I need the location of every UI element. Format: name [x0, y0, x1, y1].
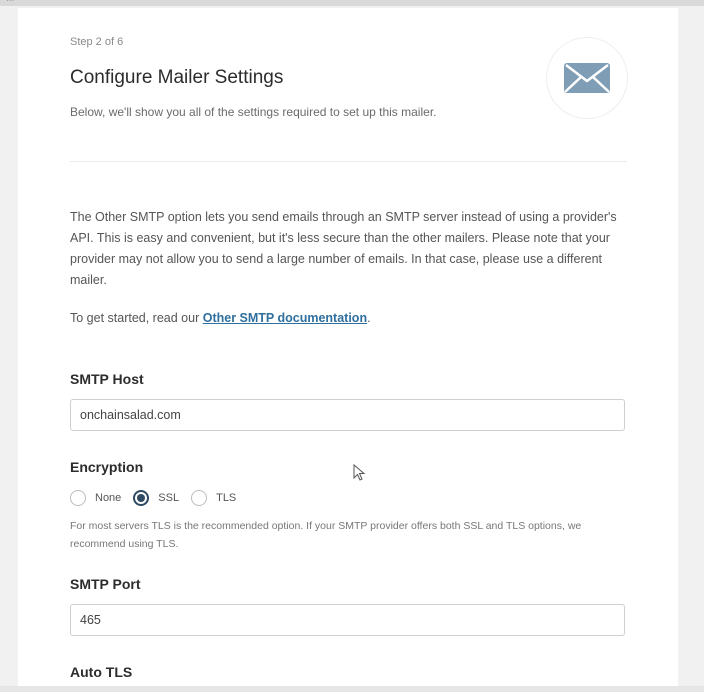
documentation-prefix: To get started, read our — [70, 311, 203, 325]
documentation-suffix: . — [367, 311, 371, 325]
other-smtp-documentation-link[interactable]: Other SMTP documentation — [202, 311, 368, 325]
encryption-option-tls[interactable] — [191, 490, 236, 506]
wizard-card — [18, 8, 678, 692]
smtp-host-label: SMTP Host — [70, 371, 144, 387]
smtp-host-input[interactable] — [70, 399, 625, 431]
radio-ssl-label[interactable]: SSL — [158, 492, 180, 504]
mailer-logo — [546, 37, 628, 119]
radio-none-circle[interactable] — [70, 490, 86, 506]
step-indicator: Step 2 of 6 — [70, 36, 124, 48]
documentation-line — [70, 311, 371, 325]
radio-none-label[interactable]: None — [95, 492, 122, 504]
encryption-help-text: For most servers TLS is the recommended option. If your SMTP provider offers both SSL and TLS options, we recommend using TLS. — [70, 520, 582, 550]
encryption-option-none[interactable] — [70, 490, 121, 506]
page-subtitle: Below, we'll show you all of the settings required to set up this mailer. — [70, 105, 437, 119]
page-title: Configure Mailer Settings — [70, 67, 284, 88]
radio-tls-label[interactable]: TLS — [216, 492, 237, 504]
encryption-radio-group — [70, 488, 248, 508]
header-divider — [70, 161, 627, 162]
mouse-pointer-icon — [353, 464, 367, 482]
encryption-option-ssl[interactable] — [133, 490, 179, 506]
mailer-description: The Other SMTP option lets you send emails through an SMTP server instead of using a provider's API. This is easy and convenient, but it's less secure than the other mailers. Please note that your provider may not allow you to send a large number of emails. In that case, please use a different mailer. — [70, 210, 617, 287]
bottom-bar — [0, 686, 704, 692]
smtp-port-input[interactable] — [70, 604, 625, 636]
radio-tls-circle[interactable] — [191, 490, 207, 506]
radio-ssl-circle[interactable] — [133, 490, 149, 506]
browser-url-fragment — [0, 0, 704, 4]
auto-tls-label: Auto TLS — [70, 664, 133, 680]
encryption-label: Encryption — [70, 459, 144, 475]
envelope-icon — [563, 62, 611, 94]
smtp-port-label: SMTP Port — [70, 576, 141, 592]
browser-top-strip — [0, 0, 704, 6]
